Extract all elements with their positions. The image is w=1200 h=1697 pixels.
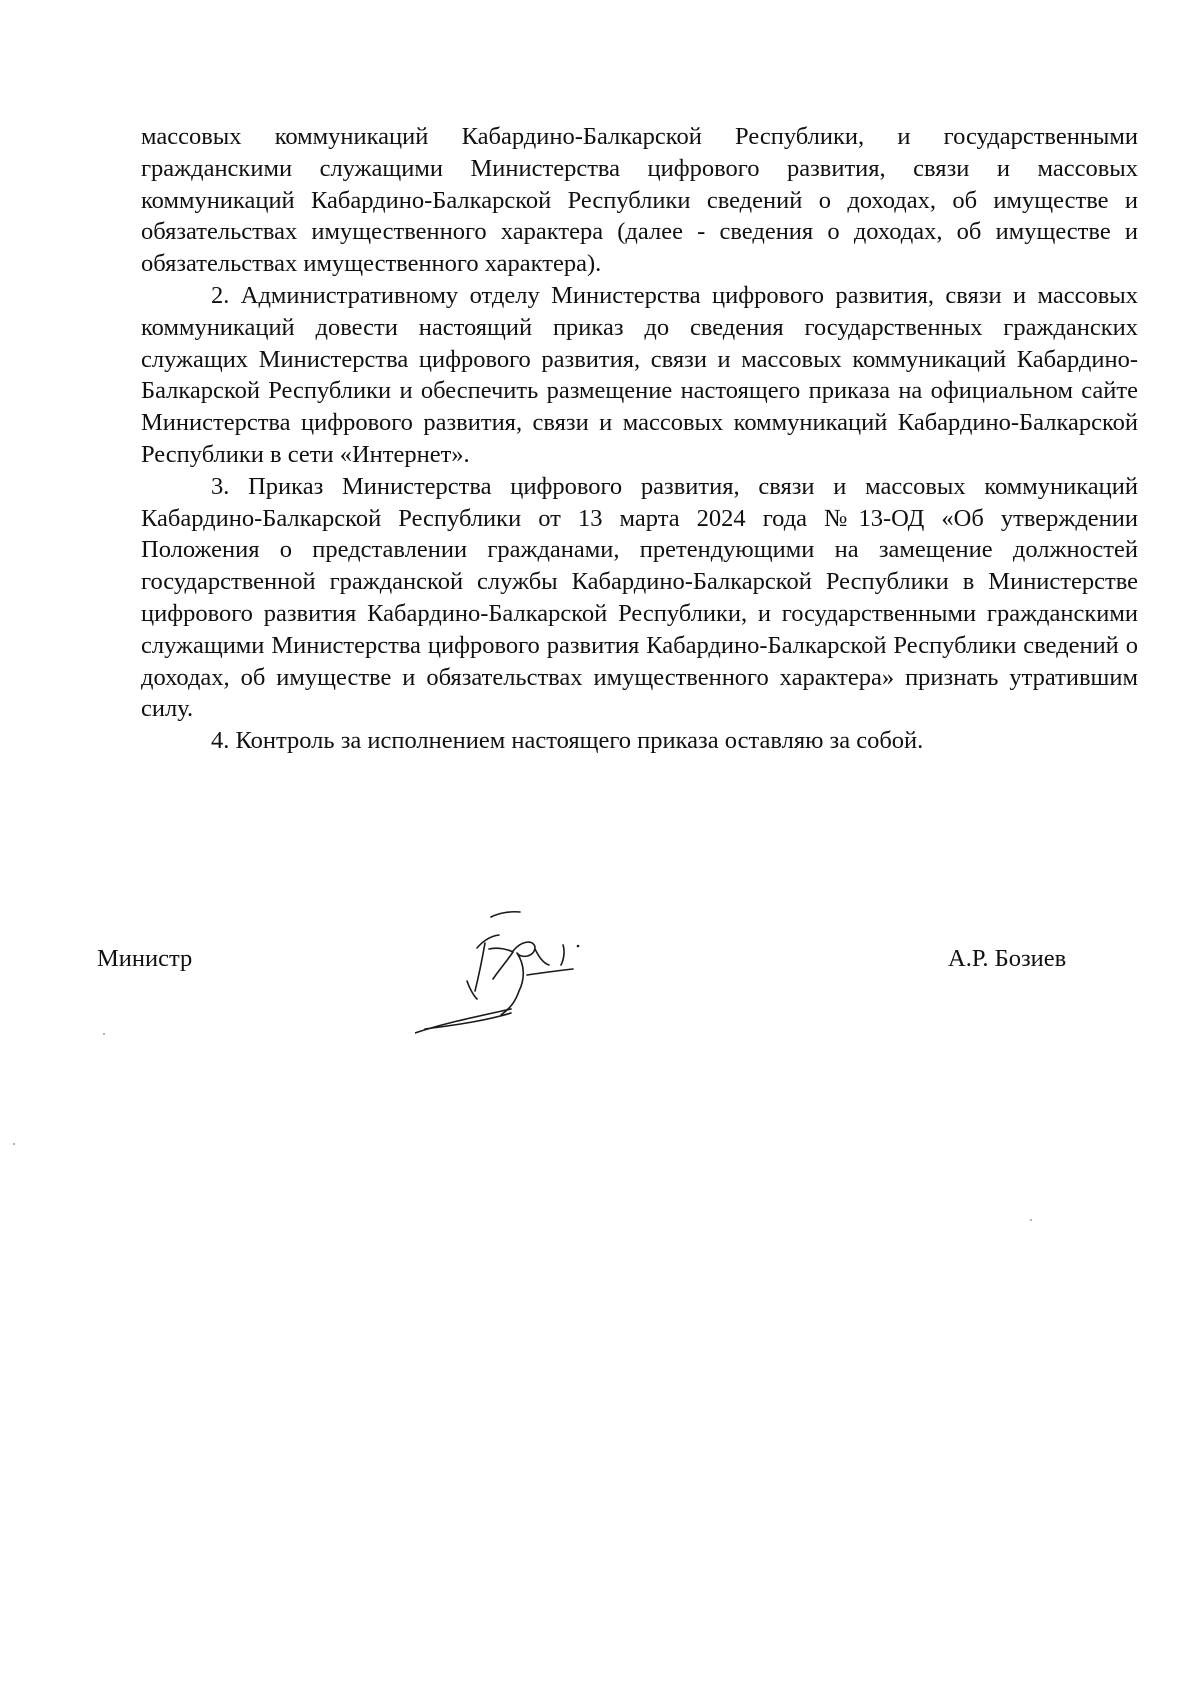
scan-speck	[1030, 1219, 1032, 1221]
paragraph-item-2: 2. Административному отделу Министерства цифрового развития, связи и массовых коммуникаций довести настоящий приказ до сведения государственных гражданских служащих Министерства цифрового развития, связи и массовых коммуникаций Кабардино-Балкарской Республики и обеспечить размещение настоящего приказа на официальном сайте Министерства цифрового развития, связи и массовых коммуникаций Кабардино-Балкарской Республики в сети «Интернет».	[141, 281, 1138, 468]
signatory-name: А.Р. Бозиев	[948, 945, 1067, 972]
handwritten-signature	[415, 905, 615, 1035]
scan-speck	[13, 1143, 15, 1145]
signatory-title: Министр	[97, 945, 193, 972]
paragraph-continuation: массовых коммуникаций Кабардино-Балкарской Республики, и государственными гражданскими служащими Министерства цифрового развития, связи и массовых коммуникаций Кабардино-Балкарской Республики сведений о доходах, об имуществе и обязательствах имущественного характера (далее - сведения о доходах, об имуществе и обязательствах имущественного характера).	[141, 123, 1138, 278]
scan-speck	[103, 1033, 105, 1035]
document-body	[141, 121, 1138, 757]
paragraph-item-4: 4. Контроль за исполнением настоящего приказа оставляю за собой.	[211, 727, 924, 755]
paragraph-item-3: 3. Приказ Министерства цифрового развития, связи и массовых коммуникаций Кабардино-Балкарской Республики от 13 марта 2024 года №13-ОД «Об утверждении Положения о представлении гражданами, претендующими на замещение должностей государственной гражданской службы Кабардино-Балкарской Республики в Министерстве цифрового развития Кабардино-Балкарской Республики, и государственными гражданскими служащими Министерства цифрового развития Кабардино-Балкарской Республики сведений о доходах, об имуществе и обязательствах имущественного характера» признать утратившим силу.	[141, 472, 1138, 723]
